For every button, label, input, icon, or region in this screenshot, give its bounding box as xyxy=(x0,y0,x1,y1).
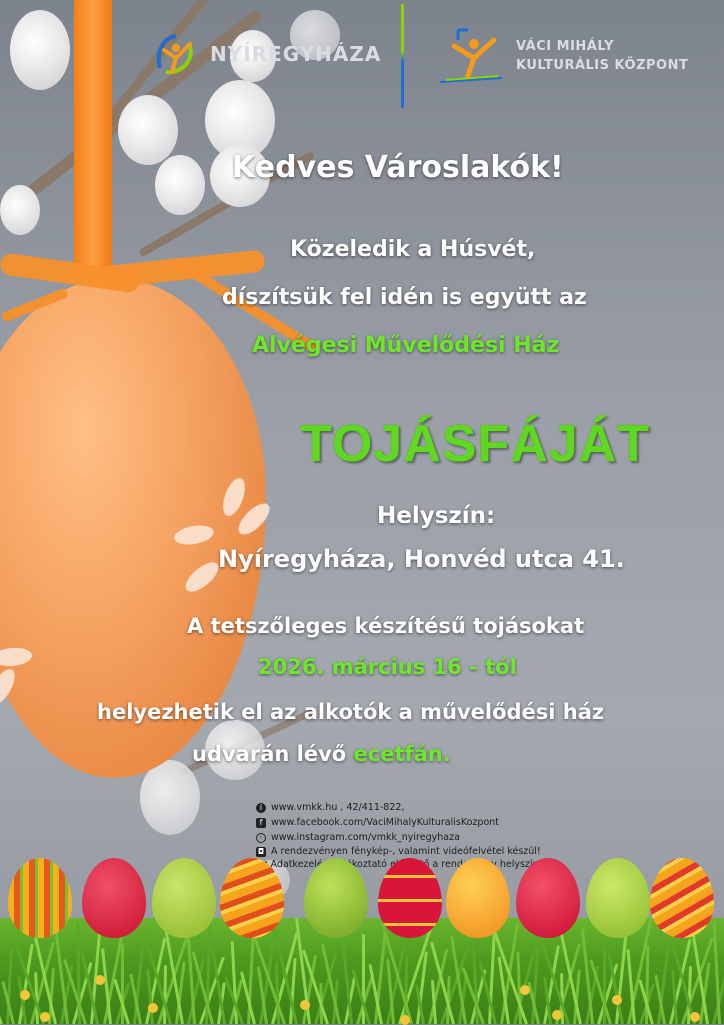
grass-flower xyxy=(20,990,30,1000)
footer-notice2-text: Adatkezelési Tájékoztató a helyszínén. xyxy=(270,859,554,870)
nyiregyhaza-logo xyxy=(150,28,381,80)
facebook-icon: f xyxy=(256,818,266,828)
nyiregyhaza-logo-text: NYÍREGYHÁZA xyxy=(210,42,382,66)
grass-flower xyxy=(148,1003,158,1013)
footer-web-text[interactable]: www.vmkk.hu , 42/411-822, xyxy=(271,802,405,813)
decorated-egg xyxy=(304,858,368,938)
footer-notice1 xyxy=(256,846,541,857)
decorated-egg xyxy=(8,858,72,938)
headline-tojasfajat: TOJÁSFÁJÁT xyxy=(300,415,650,473)
intro-line2: díszítsük fel idén is együtt az xyxy=(222,285,587,310)
camera-icon: ◘ xyxy=(257,847,265,856)
egg-ribbon xyxy=(74,0,112,278)
grass-flower xyxy=(612,995,622,1005)
location-address: Nyíregyháza, Honvéd utca 41. xyxy=(218,545,625,573)
footer-web xyxy=(256,802,404,813)
decorated-egg xyxy=(82,858,146,938)
vmkk-logo-text xyxy=(516,37,688,75)
footer-instagram xyxy=(256,832,460,843)
location-label: Helyszín: xyxy=(377,503,496,529)
info-icon: i xyxy=(256,803,266,813)
nyiregyhaza-emblem-icon xyxy=(150,28,202,80)
decorated-egg xyxy=(446,858,510,938)
grass-flower xyxy=(95,975,105,985)
header-divider xyxy=(401,4,404,108)
details-line4-highlight: ecetfán. xyxy=(353,742,451,766)
details-line3: helyezhetik el az alkotók a művelődési ház xyxy=(97,700,605,724)
grass-flower xyxy=(520,985,530,995)
grass-flower xyxy=(552,1010,562,1020)
details-line1: A tetszőleges készítésű tojásokat xyxy=(187,614,585,638)
venue-name: Alvégesi Művelődési Ház xyxy=(252,333,560,358)
footer-facebook xyxy=(256,817,499,828)
grass-flower xyxy=(40,1012,50,1022)
footer-notice1-text: A rendezvényen fénykép-, valamint videófelvétel készül! xyxy=(271,846,541,857)
decorated-egg xyxy=(586,858,650,938)
vmkk-logo-line2: KULTURÁLIS KÖZPONT xyxy=(516,58,689,73)
decorated-egg xyxy=(152,858,216,938)
greeting-title: Kedves Városlakók! xyxy=(232,150,564,185)
intro-line1: Közeledik a Húsvét, xyxy=(290,237,536,262)
details-line4-prefix: udvarán lévő xyxy=(192,742,347,766)
vmkk-emblem-icon xyxy=(436,26,506,86)
vmkk-logo-line1: VÁCI MIHÁLY xyxy=(516,39,615,54)
grass-flower xyxy=(300,1000,310,1010)
footer-facebook-link[interactable]: www.facebook.com/VaciMihalyKulturalisKozpont xyxy=(271,817,500,828)
decorated-egg xyxy=(378,858,442,938)
instagram-icon: ◦ xyxy=(256,833,266,843)
footer-instagram-link[interactable]: www.instagram.com/vmkk_nyiregyhaza xyxy=(271,832,460,843)
decorated-egg xyxy=(650,858,714,938)
vmkk-logo xyxy=(436,26,688,86)
grass-flower xyxy=(690,1012,700,1022)
details-line4 xyxy=(192,742,451,766)
details-date: 2026. március 16 - tól xyxy=(258,655,517,679)
decorated-egg xyxy=(516,858,580,938)
